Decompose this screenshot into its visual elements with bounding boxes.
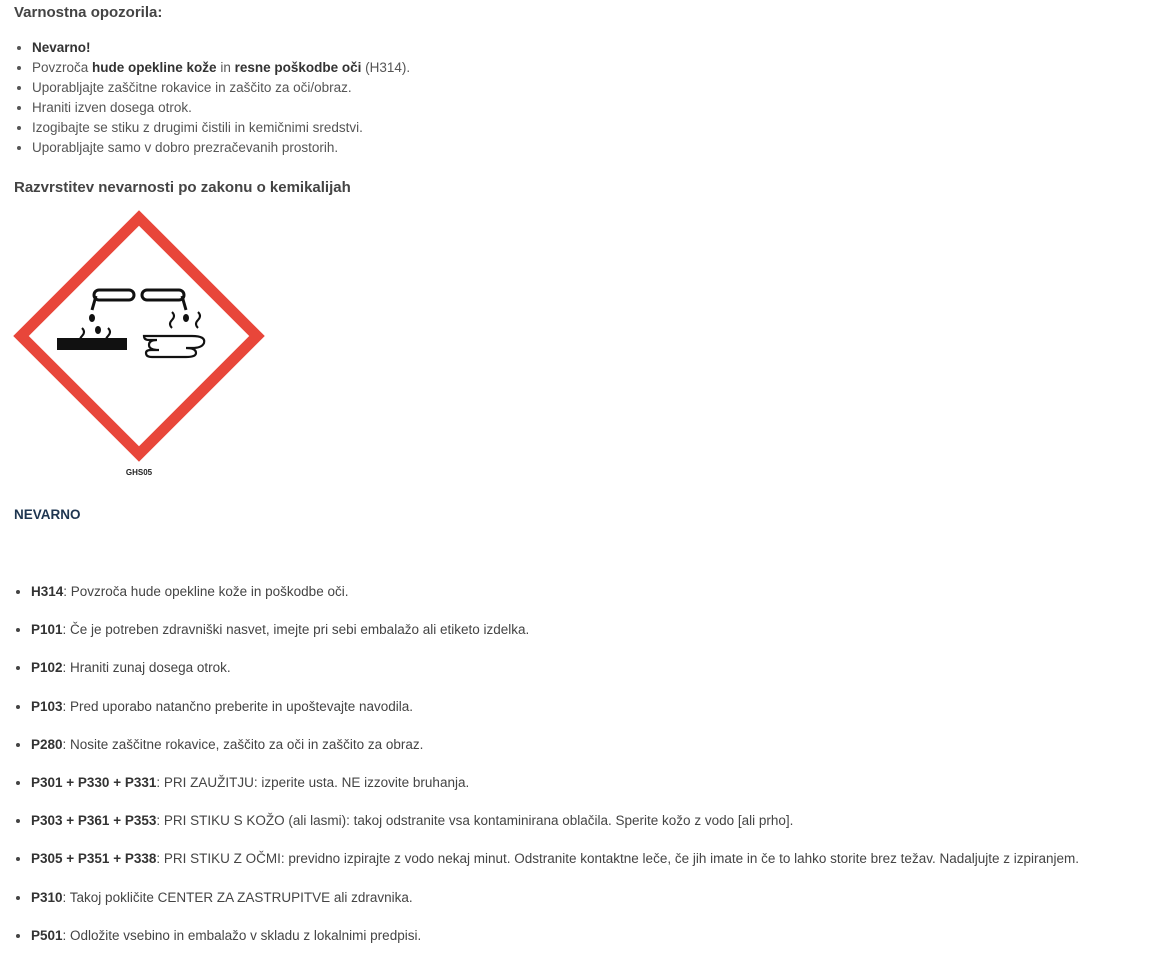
list-item: • Hraniti izven dosega otrok.: [32, 98, 410, 118]
statement-code: P310: [31, 889, 63, 905]
list-item: • Uporabljajte samo v dobro prezračevanih prostorih.: [32, 138, 410, 158]
statement-text: : Pred uporabo natančno preberite in upoštevajte navodila.: [62, 698, 414, 714]
statement-text: : Nosite zaščitne rokavice, zaščito za oči in zaščito za obraz.: [62, 736, 424, 752]
warning-text: (H314).: [361, 60, 411, 75]
statement-code: P101: [31, 622, 63, 638]
list-item: [31, 927, 1168, 965]
warning-emphasis: hude opekline kože: [92, 60, 217, 75]
statement-code: P103: [31, 698, 63, 714]
warning-text: in: [216, 60, 235, 75]
pictogram-code-label: GHS05: [125, 468, 153, 477]
safety-warnings-heading: Varnostna opozorila:: [14, 4, 163, 21]
statement-text: : PRI ZAUŽITJU: izperite usta. NE izzovite bruhanja.: [156, 774, 470, 790]
signal-word: NEVARNO: [14, 507, 81, 522]
warning-text: Povzroča: [32, 60, 93, 75]
list-item: [31, 812, 1168, 850]
list-item: • Izogibajte se stiku z drugimi čistili in kemičnimi sredstvi.: [32, 118, 410, 138]
statement-code: P301 + P330 + P331: [31, 774, 157, 790]
list-item: [31, 889, 1168, 927]
statement-text: : Odložite vsebino in embalažo v skladu z lokalnimi predpisi.: [62, 927, 422, 943]
list-item: [31, 774, 1168, 812]
list-item: [31, 698, 1168, 736]
danger-label: Nevarno!: [32, 40, 91, 55]
statement-code: P303 + P361 + P353: [31, 813, 157, 829]
list-item: [31, 659, 1168, 697]
statement-code: H314: [31, 584, 64, 599]
statement-text: : PRI STIKU S KOŽO (ali lasmi): takoj odstranite vsa kontaminirana oblačila. Sperite kožo z vodo [ali prho].: [156, 813, 794, 829]
statement-text: : Takoj pokličite CENTER ZA ZASTRUPITVE ali zdravnika.: [62, 889, 413, 905]
list-item: [31, 583, 1168, 621]
statement-text: : Povzroča hude opekline kože in poškodbe oči.: [63, 584, 349, 599]
list-item: [32, 38, 410, 58]
statement-code: P102: [31, 660, 63, 676]
statement-text: : Če je potreben zdravniški nasvet, imejte pri sebi embalažo ali etiketo izdelka.: [62, 622, 530, 638]
list-item: [31, 850, 1168, 888]
list-item: [32, 58, 410, 78]
corrosion-pictogram-icon: [12, 210, 266, 480]
statement-code: P305 + P351 + P338: [31, 851, 157, 867]
statement-code: P501: [31, 927, 63, 943]
statement-code: P280: [31, 736, 63, 752]
statement-text: : PRI STIKU Z OČMI: previdno izpirajte z vodo nekaj minut. Odstranite kontaktne leče, če jih imate in če to lahko storite brez težav. Nadaljujte z izpiranjem.: [156, 851, 1080, 867]
statement-text: : Hraniti zunaj dosega otrok.: [62, 660, 231, 676]
safety-warnings-list: [14, 38, 410, 158]
warning-emphasis: resne poškodbe oči: [234, 60, 362, 75]
list-item: [31, 736, 1168, 774]
list-item: [31, 621, 1168, 659]
hazard-statements-list: [14, 583, 1168, 965]
hazard-classification-heading: Razvrstitev nevarnosti po zakonu o kemikalijah: [14, 179, 351, 196]
list-item: • Uporabljajte zaščitne rokavice in zaščito za oči/obraz.: [32, 78, 410, 98]
